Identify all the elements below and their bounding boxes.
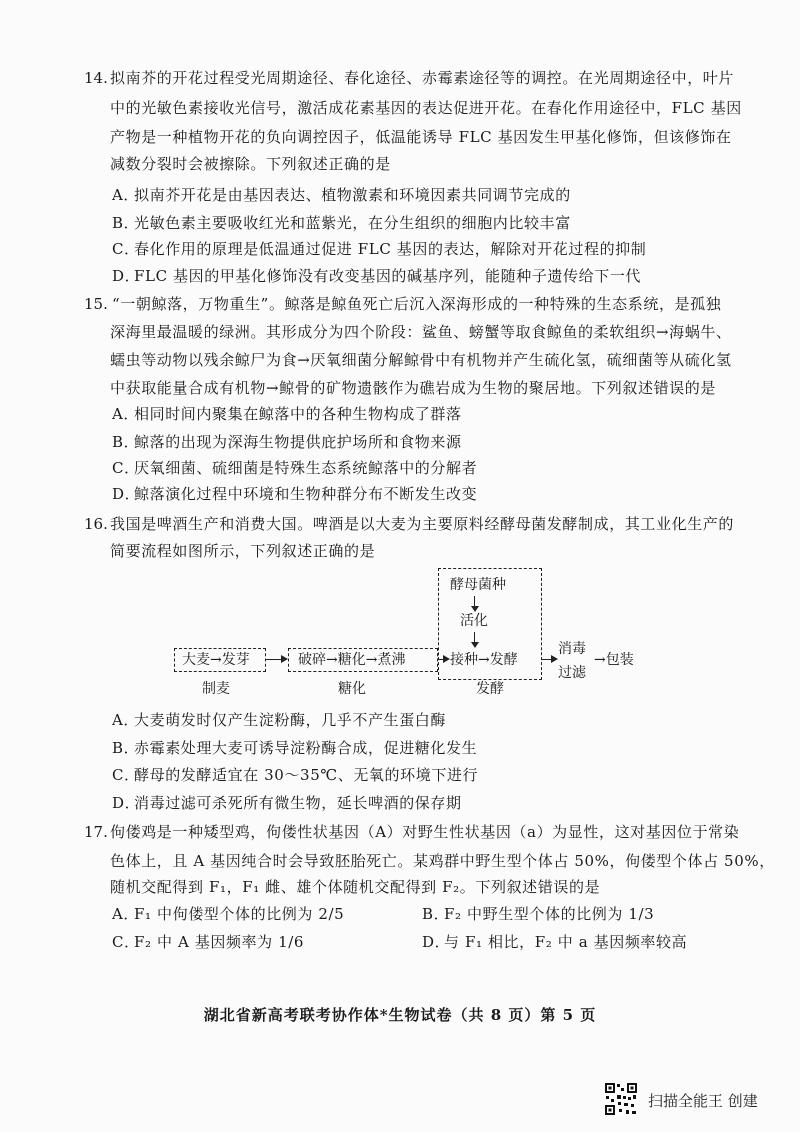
question-text: 我国是啤酒生产和消费大国。啤酒是以大麦为主要原料经酵母菌发酵制成，其工业化生产的 [110, 515, 735, 533]
brewing-flow-diagram [160, 568, 700, 708]
question-text: 减数分裂时会被擦除。下列叙述正确的是 [110, 155, 391, 173]
option-d: D．消毒过滤可杀死所有微生物，延长啤酒的保存期 [112, 794, 462, 812]
option-a: A．拟南芥开花是由基因表达、植物激素和环境因素共同调节完成的 [112, 186, 571, 204]
option-b: B．鲸落的出现为深海生物提供庇护场所和食物来源 [112, 433, 462, 451]
question-text: 蠕虫等动物以残余鲸尸为食→厌氧细菌分解鲸骨中有机物并产生硫化氢，硫细菌等从硫化氢 [110, 351, 732, 369]
option-c: C．酵母的发酵适宜在 30～35℃、无氧的环境下进行 [112, 766, 479, 784]
stage-label-fermentation: 发酵 [476, 681, 504, 697]
option-c: C．春化作用的原理是低温通过促进 FLC 基因的表达，解除对开花过程的抑制 [112, 240, 647, 258]
option-d: D．鲸落演化过程中环境和生物种群分布不断发生改变 [112, 485, 478, 503]
question-text: “一朝鲸落，万物重生”。鲸落是鲸鱼死亡后沉入深海形成的一种特殊的生态系统，是孤独 [112, 295, 722, 313]
question-number: 14. [84, 69, 108, 87]
saccharification-box-text: 破碎→糖化→煮沸 [298, 652, 406, 668]
question-number: 15. [84, 295, 108, 313]
activation-text: 活化 [460, 613, 488, 629]
option-d: D．与 F₁ 相比，F₂ 中 a 基因频率较高 [422, 933, 688, 951]
disinfect-text: 消毒 [558, 641, 586, 657]
arrow-down-icon [474, 632, 475, 646]
filter-text: 过滤 [558, 665, 586, 681]
question-text: 简要流程如图所示，下列叙述正确的是 [110, 542, 376, 560]
option-b: B．光敏色素主要吸收红光和蓝紫光，在分生组织的细胞内比较丰富 [112, 214, 571, 232]
option-c: C．厌氧细菌、硫细菌是特殊生态系统鲸落中的分解者 [112, 459, 478, 477]
yeast-strain-text: 酵母菌种 [450, 577, 506, 593]
option-d: D．FLC 基因的甲基化修饰没有改变基因的碱基序列，能随种子遗传给下一代 [112, 267, 642, 285]
question-text: 中的光敏色素接收光信号，激活成花素基因的表达促进开花。在春化作用途径中，FLC 基因 [110, 99, 742, 117]
question-text: 佝偻鸡是一种矮型鸡，佝偻性状基因（A）对野生性状基因（a）为显性，这对基因位于常染 [110, 823, 740, 841]
option-b: B．F₂ 中野生型个体的比例为 1/3 [422, 905, 655, 923]
stage-label-malting: 制麦 [202, 681, 230, 697]
malting-box-text: 大麦→发芽 [182, 652, 250, 668]
question-number: 17. [84, 823, 108, 841]
question-text: 中获取能量合成有机物→鲸骨的矿物遗骸作为礁岩成为生物的聚居地。下列叙述错误的是 [110, 379, 716, 397]
option-b: B．赤霉素处理大麦可诱导淀粉酶合成，促进糖化发生 [112, 739, 478, 757]
qr-code-icon [604, 1082, 638, 1116]
inoculation-fermentation-text: 接种→发酵 [450, 652, 518, 668]
page-footer: 湖北省新高考联考协作体*生物试卷（共 8 页）第 5 页 [203, 1006, 597, 1024]
question-text: 随机交配得到 F₁，F₁ 雌、雄个体随机交配得到 F₂。下列叙述错误的是 [110, 878, 601, 896]
option-a: A．大麦萌发时仅产生淀粉酶，几乎不产生蛋白酶 [112, 711, 447, 729]
option-a: A．F₁ 中佝偻型个体的比例为 2/5 [112, 905, 345, 923]
packaging-text: →包装 [594, 652, 634, 668]
arrow-right-icon [542, 659, 556, 660]
option-a: A．相同时间内聚集在鲸落中的各种生物构成了群落 [112, 405, 462, 423]
option-c: C．F₂ 中 A 基因频率为 1/6 [112, 933, 305, 951]
stage-label-saccharification: 糖化 [338, 681, 366, 697]
question-number: 16. [84, 515, 108, 533]
question-text: 色体上，且 A 基因纯合时会导致胚胎死亡。某鸡群中野生型个体占 50%，佝偻型个体占 50%， [110, 852, 775, 870]
question-text: 深海里最温暖的绿洲。其形成分为四个阶段：鲨鱼、螃蟹等取食鲸鱼的柔软组织→海蜗牛、 [110, 323, 732, 341]
question-text: 拟南芥的开花过程受光周期途径、春化途径、赤霉素途径等的调控。在光周期途径中，叶片 [110, 69, 735, 87]
watermark-text: 扫描全能王 创建 [648, 1092, 758, 1110]
question-text: 产物是一种植物开花的负向调控因子，低温能诱导 FLC 基因发生甲基化修饰，但该修饰在 [110, 128, 732, 146]
arrow-down-icon [474, 596, 475, 610]
arrow-right-icon [266, 659, 286, 660]
